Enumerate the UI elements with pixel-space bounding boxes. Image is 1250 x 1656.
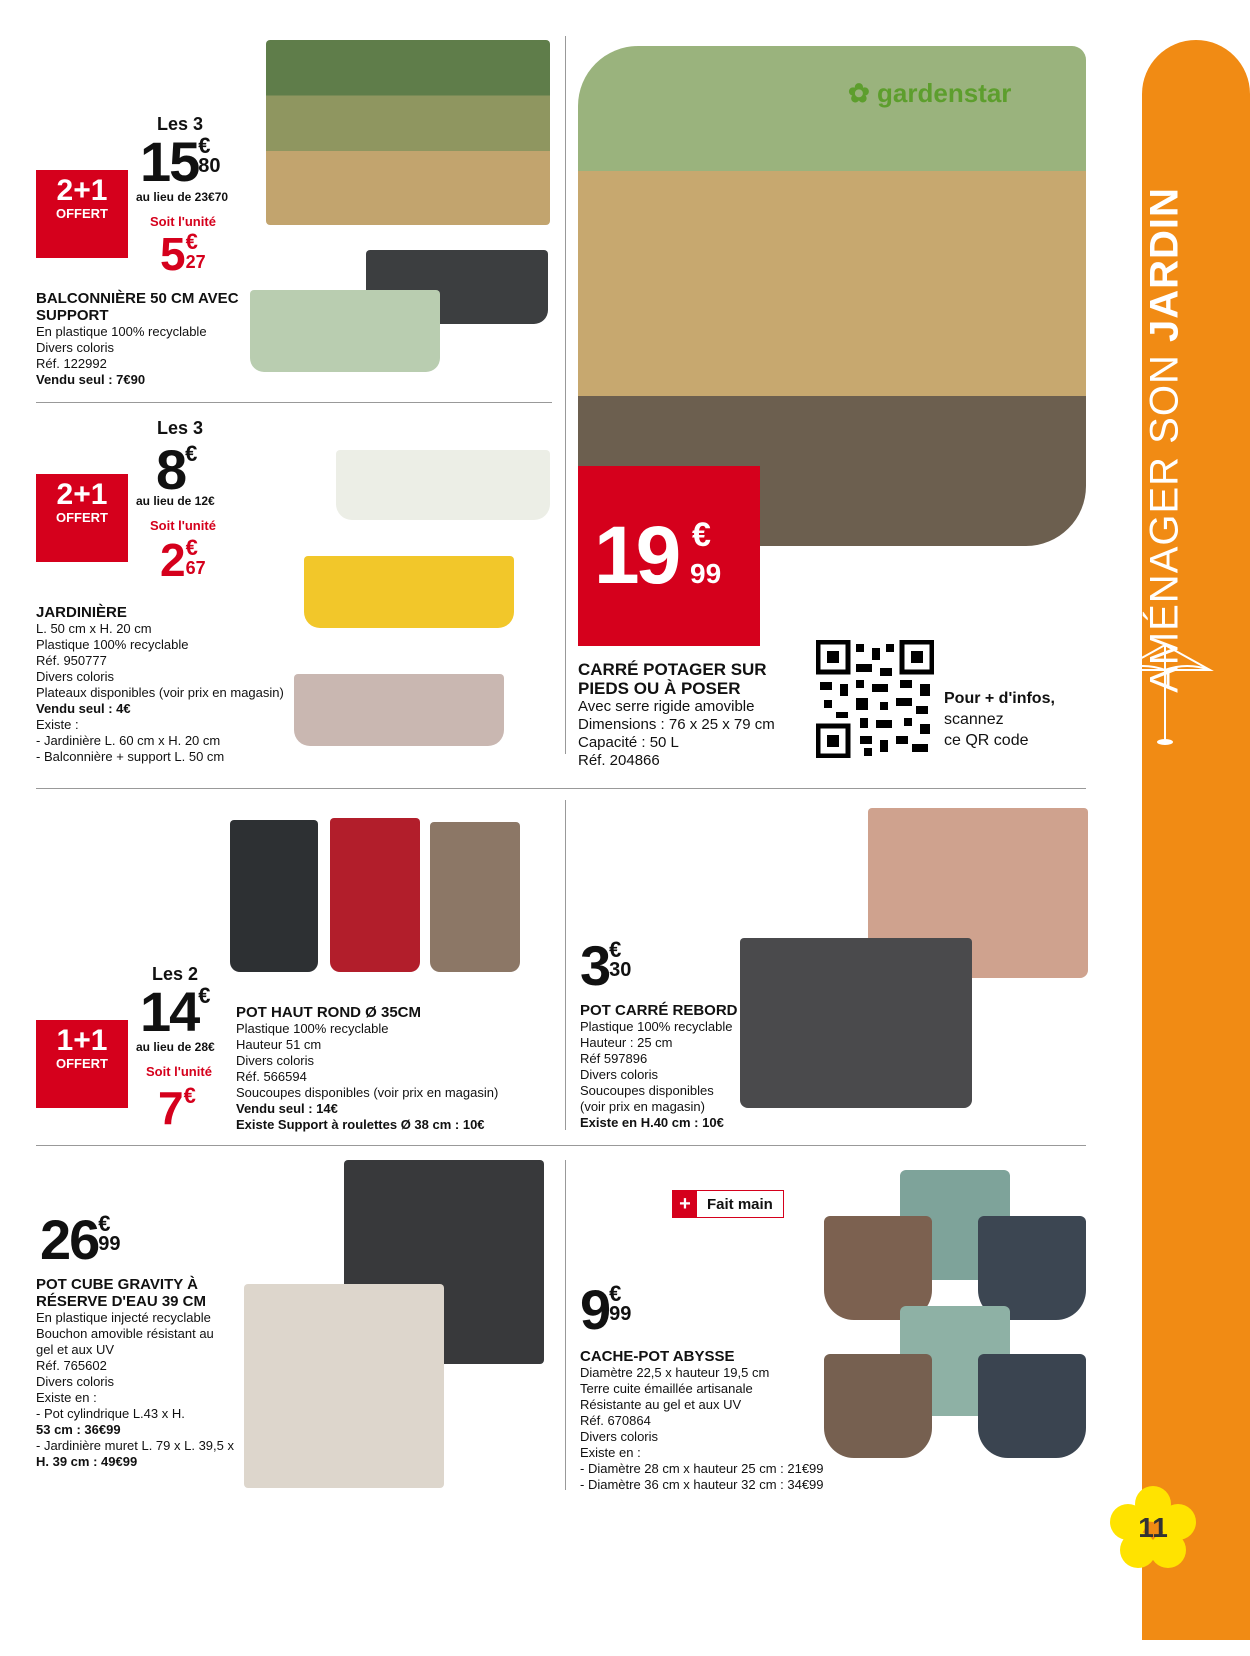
jardiniere-old-price: au lieu de 12€ bbox=[136, 494, 215, 508]
carre-description: CARRÉ POTAGER SUR PIEDS OU À POSER Avec serre rigide amovible Dimensions : 76 x 25 x 79 cm Capacité : 50 L Réf. 204866 bbox=[578, 660, 798, 770]
pot-cube-price: 26 € 99 bbox=[40, 1208, 121, 1271]
cache-pot-description: CACHE-POT ABYSSE Diamètre 22,5 x hauteur 19,5 cm Terre cuite émaillée artisanale Résistante au gel et aux UV Réf. 670864 Divers coloris Existe en : - Diamètre 28 cm x hauteur 25 cm : 21€99 - Diamètre 36 cm x hauteur 32 cm : 34€99 bbox=[580, 1348, 840, 1493]
cache-pot-brown-image-1 bbox=[824, 1216, 932, 1320]
balconniere-description: BALCONNIÈRE 50 CM AVEC SUPPORT En plastique 100% recyclable Divers coloris Réf. 122992 Vendu seul : 7€90 bbox=[36, 290, 296, 388]
balconniere-photo bbox=[266, 40, 550, 225]
pot-haut-red-image bbox=[330, 818, 420, 972]
page-number: 11 bbox=[1138, 1512, 1168, 1543]
jardiniere-price: 8€ bbox=[156, 438, 198, 501]
gardenstar-logo: ✿ gardenstar bbox=[848, 78, 1012, 108]
carre-price-badge: 19 € 99 bbox=[578, 466, 760, 646]
pot-haut-quantity: Les 2 bbox=[151, 964, 199, 984]
pot-carre-description: POT CARRÉ REBORD Plastique 100% recyclable Hauteur : 25 cm Réf 597896 Divers coloris Soucoupes disponibles (voir prix en magasin) Existe en H.40 cm : 10€ bbox=[580, 1002, 780, 1131]
balconniere-quantity: Les 3 bbox=[156, 114, 204, 134]
carre-title: CARRÉ POTAGER SUR PIEDS OU À POSER bbox=[578, 660, 767, 698]
cache-pot-title: CACHE-POT ABYSSE bbox=[580, 1348, 735, 1365]
balconniere-title: BALCONNIÈRE 50 CM AVEC SUPPORT bbox=[36, 290, 239, 324]
jardiniere-quantity: Les 3 bbox=[156, 418, 204, 438]
balconniere-unit-price: 5 € 27 bbox=[160, 228, 206, 280]
band-title: AMÉNAGER SON JARDIN bbox=[1142, 187, 1187, 693]
jardiniere-white-image bbox=[336, 450, 550, 520]
pot-haut-black-image bbox=[230, 820, 318, 972]
jardiniere-yellow-image bbox=[304, 556, 514, 628]
jardiniere-offer-badge: 2+1 OFFERT bbox=[36, 474, 128, 562]
jardiniere-description: JARDINIÈRE L. 50 cm x H. 20 cm Plastique 100% recyclable Réf. 950777 Divers coloris Plateaux disponibles (voir prix en magasin) Vendu seul : 4€ Existe : - Jardinière L. 60 cm x H. 20 cm - Balconnière + support L. 50 cm bbox=[36, 604, 336, 765]
balconniere-unit-label: Soit l'unité bbox=[150, 214, 216, 229]
pot-haut-offer-badge: 1+1 OFFERT bbox=[36, 1020, 128, 1108]
qr-code[interactable] bbox=[816, 640, 934, 758]
balconniere-price: 15 € 80 bbox=[140, 130, 221, 193]
pot-cube-description: POT CUBE GRAVITY À RÉSERVE D'EAU 39 CM En plastique injecté recyclable Bouchon amovible résistant au gel et aux UV Réf. 765602 Divers coloris Existe en : - Pot cylindrique L.43 x H. 53 cm : 36€99 - Jardinière muret L. 79 x L. 39,5 x H. 39 cm : 49€99 bbox=[36, 1276, 236, 1470]
fait-main-label: + Fait main bbox=[672, 1190, 784, 1218]
qr-caption: Pour + d'infos, scannez ce QR code bbox=[944, 690, 1055, 749]
cache-pot-blue-image-1 bbox=[978, 1216, 1086, 1320]
jardiniere-title: JARDINIÈRE bbox=[36, 604, 127, 621]
pot-haut-unit-label: Soit l'unité bbox=[146, 1064, 212, 1079]
parasol-icon bbox=[1115, 640, 1215, 750]
jardiniere-unit-price: 2 € 67 bbox=[160, 534, 206, 586]
pot-cube-title: POT CUBE GRAVITY À RÉSERVE D'EAU 39 CM bbox=[36, 1276, 207, 1310]
pot-haut-unit-price: 7€ bbox=[158, 1082, 196, 1134]
cache-pot-brown-image-2 bbox=[824, 1354, 932, 1458]
pot-haut-old-price: au lieu de 28€ bbox=[136, 1040, 215, 1054]
pot-cube-beige-image bbox=[244, 1284, 444, 1488]
pot-carre-title: POT CARRÉ REBORD bbox=[580, 1002, 738, 1019]
plus-icon: + bbox=[673, 1191, 697, 1217]
pot-haut-title: POT HAUT ROND Ø 35CM bbox=[236, 1004, 422, 1021]
balconniere-green-image bbox=[250, 290, 440, 372]
balconniere-old-price: au lieu de 23€70 bbox=[136, 190, 229, 204]
cache-pot-blue-image-2 bbox=[978, 1354, 1086, 1458]
pot-haut-description: POT HAUT ROND Ø 35CM Plastique 100% recyclable Hauteur 51 cm Divers coloris Réf. 566594 Soucoupes disponibles (voir prix en magasin) Vendu seul : 14€ Existe Support à roulettes Ø 38 cm : 10€ bbox=[236, 1004, 556, 1133]
pot-haut-brown-image bbox=[430, 822, 520, 972]
pot-carre-price: 3 € 30 bbox=[580, 934, 632, 997]
jardiniere-unit-label: Soit l'unité bbox=[150, 518, 216, 533]
cache-pot-price: 9 € 99 bbox=[580, 1278, 632, 1341]
jardiniere-pink-image bbox=[294, 674, 504, 746]
balconniere-offer-badge: 2+1 OFFERT bbox=[36, 170, 128, 258]
pot-haut-price: 14€ bbox=[140, 980, 211, 1043]
